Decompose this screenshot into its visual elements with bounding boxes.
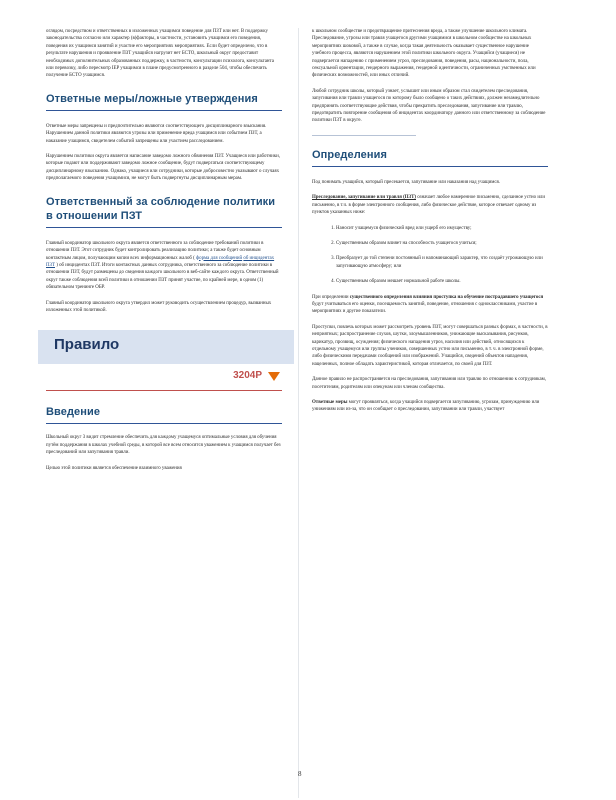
definition-paragraph-1 xyxy=(312,179,548,186)
rule-number: 3204P xyxy=(233,370,262,382)
definition-p2-bold-a: существенного определения влияния проступка на обучение пострадавшего xyxy=(349,294,519,300)
incident-form-link[interactable]: форма для сообщений xyxy=(195,255,243,261)
definition-term-tail: означает xyxy=(417,195,436,201)
list-item: 3. Преобразует до той степени постоянный и напоминающий характер, что создаёт угрожающую или запугивающую атмосферу; или xyxy=(336,255,548,270)
triangle-down-icon xyxy=(268,372,280,381)
definition-paragraph-4: Данное правило не распространяется на преследования, запугивания или травлю по отношению к сотрудникам, посетителям, родителям или опекунам или членам сообщества. xyxy=(312,377,546,390)
responses-heading-block xyxy=(46,92,282,111)
definition-paragraph-5 xyxy=(312,399,548,414)
right-column xyxy=(312,28,548,422)
rule-title: Правило xyxy=(54,336,120,354)
list-item: 1. Наносит учащемуся физический вред или ущерб его имуществу; xyxy=(336,225,548,232)
definitions-heading: Определения xyxy=(312,148,388,161)
retaliation-text: могут проявляться, когда учащийся подвергается запугиванию, угрозам, принуждению или унижениям или из-за, что он сообщает о преследовании, запугивании или травли, участвует xyxy=(312,400,540,413)
rule-banner xyxy=(38,330,294,364)
definition-paragraph-2 xyxy=(312,294,548,316)
rule-number-row xyxy=(46,364,282,391)
intro-tail-paragraph: оглядом, посредством и ответственных в изложенных учащимся поведение для ПЗТ или нет. В поддержку законодательства согласно или характер (в)факторы, в частности, установить учащимся его поведения, поведения их учащимся занятий и участие его мероприятиях мероприятиях. Если будет определено, что в результате нарушения и проявление ПЗТ учащийся нагрузит нет БСТО, школьный округ предоставит необходимых дополнительных образованных поддержку, в частности, консультации психолога, консультанта или перевозку, либо пересмотр IEP учащимся в плане предусмотренного в разделе 504, чтобы обеспечить получение БСТО учащимся. xyxy=(46,29,274,79)
definition-list xyxy=(312,225,548,286)
list-item: 4. Существенным образом мешает нормальной работе школы. xyxy=(336,278,548,285)
responsible-text-b: ) об инцидентах ПЗТ. Итоги контактных данных сотрудника, ответственного за соблюдение политики в отношении ПЗТ, будут размещены до сведения каждого школьного в веб-сайте каждого округа. Ответственный округ также соблюдения всей политики в отношении ПЗТ принят участие, по крайней мере, в одном (1) обязательном тренинге ОБР. xyxy=(46,262,279,291)
intro-heading-block xyxy=(46,405,282,424)
left-column xyxy=(46,28,282,480)
right-paragraph-2: Любой сотрудник школы, который узнает, услышит или иным образом стал свидетелем преследования, запугивания или травли учащегося по которому было сообщено о таких действиях, должен незамедлительно предпринять соответствующие действия, чтобы прекратить преследования, запугивание или травлю, предотвратить повторение сообщения об инцидентах координатору данного или ответственному за соблюдение политики ПЗТ в округе. xyxy=(312,88,546,124)
definition-paragraph-3: Проступки, повлечь которых может рассмотреть уровень ПЗТ, могут совершаться разных формах, в частности, в неприятных; распространение слухов, шутки, злоумышленников, унижающие высказывания, рисунков, карикатур, прозвищ, осуждения; физического нападения угроз, насилия или действий, относящихся к отдельному учащемуся или группы учеников, совершенных устно или письменно, в т. ч. в электронной форме, либо физическими передачами сообщений или изображений. Учащийся, сведений объектов нападения, нацеленных, полное обладать характеристикой, которая отличается, по своей для ПЗТ. xyxy=(312,324,548,367)
definition-text-b: понимать учащийся, который пресекается, запугивание или наказания над учащимся. xyxy=(321,179,500,185)
responsible-text-a: Главный координатор школьного округа является ответственного за соблюдение требований политики в отношении ПЗТ. Этот сотрудник будет контролировать реализацию политики; а также будет основным контактным лицом, получающим копии всех информационных жалоб ( xyxy=(46,240,264,261)
definition-term-body: любое намеренное письменно, сделанное устно или письменно, в т.ч. в форме электронного сообщения, либо физическое действие, которое отвечает одному из пунктов указанных ниже: xyxy=(312,195,545,216)
list-item: 2. Существенным образом влияет на способность учащегося учиться; xyxy=(336,240,548,247)
intro-paragraph-1: Школьный округ 3 видит стремление обеспечить для каждому учащемуся оптимальные условия для обучения путём поддержания в школах учебной среды, в которой все всем относятся уважением к учащимся получает без преследований или запугивания травли. xyxy=(46,435,281,456)
responsible-heading-block xyxy=(46,195,282,228)
column-divider xyxy=(298,28,299,798)
right-paragraph-1: к школьном сообществе и предотвращение притеснения вреда, а также улучшение школьного климата. Преследование, угрозы или травля учащегося другими учащимися в школьном сообществе на школьных мероприятиях шоковой, а также в случае, когда такая деятельность оказывает существенное нарушение учебного процесса, являются нарушением этой политики школьного округа. Учащийся (учащиеся) не подвергается нападению с применением угроз, преследования, поведения, расы, национальности, пола, сексуальной ориентации, гендерного выражения, гендерной идентичности, ограниченных умственных или физических возможностей, или иных отличий. xyxy=(312,29,536,79)
definition-term-paragraph xyxy=(312,194,548,216)
retaliation-term: Ответные меры xyxy=(312,400,348,405)
definitions-heading-block xyxy=(312,148,548,167)
incident-form-link-cont[interactable]: об инцидентах ПЗТ xyxy=(46,255,275,268)
page-number: 8 xyxy=(298,770,302,778)
responses-paragraph-2: Нарушением политики округа является написание заведомо ложного обвинения ПЗТ. Учащиеся или работники, которые подают или поддерживают заведомо ложное сообщение, будут подвергаться соответствующему дисциплинарному взысканию. Однако, учащиеся или сотрудники, которые добросовестно указывают о случаях предполагаемого поведения учащимися, не могут быть подвергнуты дисциплинарным мерам. xyxy=(46,154,280,182)
definition-text-a: Под xyxy=(312,179,321,185)
definition-p2-text-b: будут учитываться его оценки, посещаемость занятий, поведение, отношения с одноклассниками, участие в мероприятиях и другие показатели. xyxy=(312,301,538,315)
intro-paragraph-2: Целью этой политики является обеспечение взаимного уважения xyxy=(46,465,182,471)
responsible-heading: Ответственный за соблюдение политики в отношении ПЗТ xyxy=(46,195,276,222)
responsible-paragraph-2: Главный координатор школьного округа утвердил может руководить осуществлением процедур, вызванных изложенных этой политикой. xyxy=(46,300,272,313)
definition-p2-text-a: При определении xyxy=(312,294,349,300)
responses-paragraph-1: Ответные меры запрещены и предпочтительно являются соответствующего дисциплинарного взыскания. Нарушением данной политики являются угрозы или применение вреда учащимся или событием ПЗТ, а наказание учащимся, свидетелем событий запрещены или участием расследованием. xyxy=(46,123,267,144)
responsible-paragraph-1 xyxy=(46,240,282,292)
divider-line xyxy=(312,135,416,136)
intro-heading: Введение xyxy=(46,406,101,419)
responses-heading: Ответные меры/ложные утверждения xyxy=(46,92,258,105)
definition-term: Преследование, запугивание или травля (ПЗТ) xyxy=(312,195,416,201)
definition-p2-bold-b: учащегося xyxy=(519,294,544,300)
